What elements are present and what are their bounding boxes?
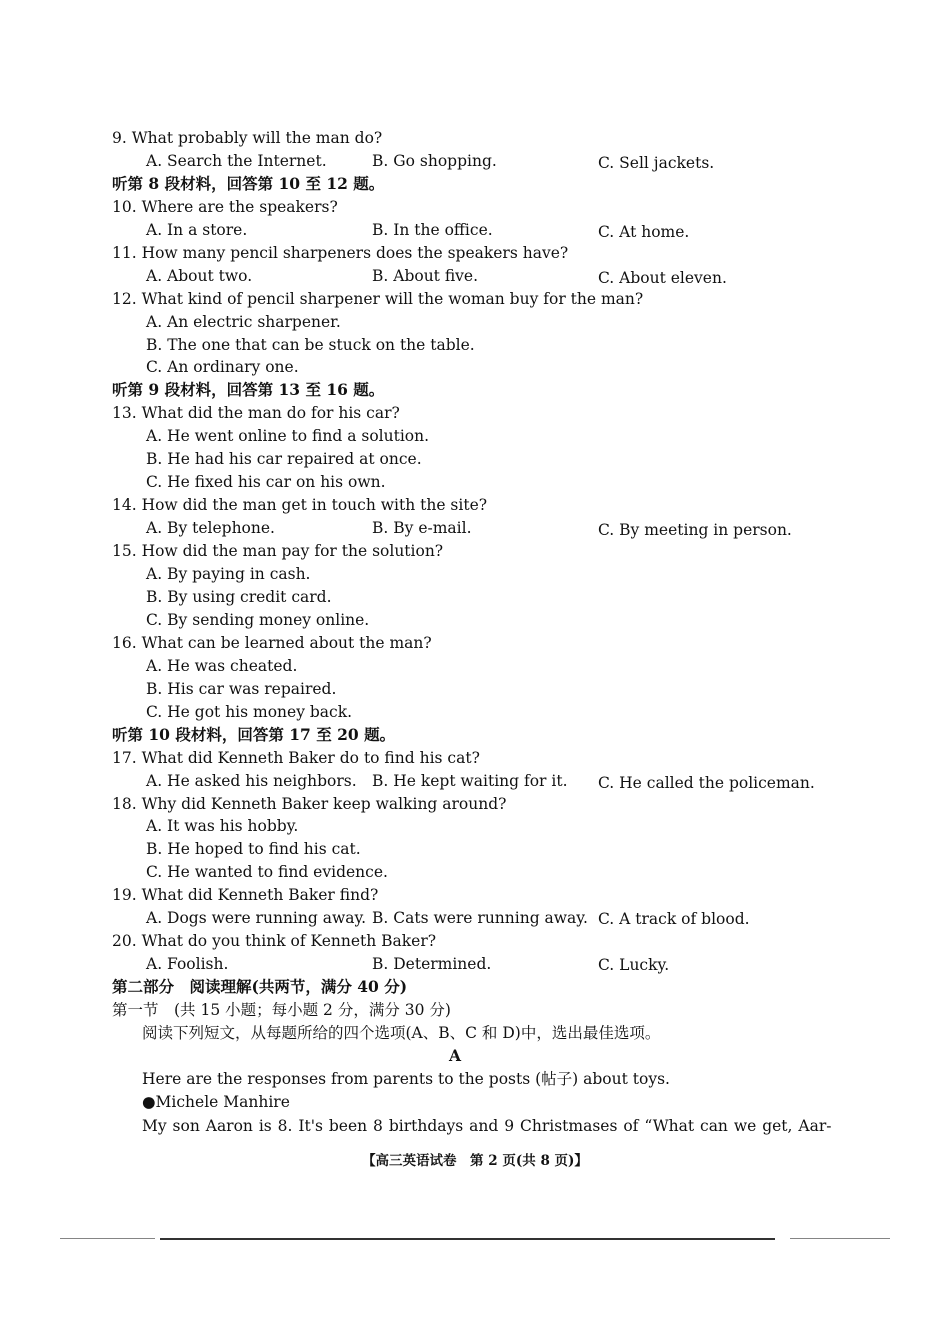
- question-19-stem: 19. What did Kenneth Baker find?: [112, 886, 379, 904]
- question-9-stem: 9. What probably will the man do?: [112, 129, 383, 147]
- bottom-rule-main: [160, 1238, 775, 1240]
- q10-option-c: C. At home.: [598, 223, 690, 241]
- q11-option-b: B. About five.: [372, 267, 479, 285]
- q10-option-a: A. In a store.: [146, 221, 248, 239]
- q12-option-a: A. An electric sharpener.: [146, 313, 341, 331]
- q15-option-c: C. By sending money online.: [146, 611, 370, 629]
- question-15-stem: 15. How did the man pay for the solution?: [112, 542, 444, 560]
- q19-option-c: C. A track of blood.: [598, 910, 750, 928]
- question-13-stem: 13. What did the man do for his car?: [112, 404, 400, 422]
- q9-option-a: A. Search the Internet.: [146, 152, 327, 170]
- q10-option-b: B. In the office.: [372, 221, 493, 239]
- q19-option-a: A. Dogs were running away.: [146, 909, 367, 927]
- q18-option-c: C. He wanted to find evidence.: [146, 863, 388, 881]
- q15-option-b: B. By using credit card.: [146, 588, 332, 606]
- q12-option-b: B. The one that can be stuck on the table.: [146, 336, 475, 354]
- q9-option-b: B. Go shopping.: [372, 152, 497, 170]
- page-footer: 【高三英语试卷 第 2 页(共 8 页)】: [362, 1153, 588, 1169]
- q17-option-c: C. He called the policeman.: [598, 774, 815, 792]
- passage-author: ●Michele Manhire: [142, 1093, 290, 1111]
- q13-option-a: A. He went online to find a solution.: [146, 427, 430, 445]
- q20-option-a: A. Foolish.: [146, 955, 229, 973]
- question-14-stem: 14. How did the man get in touch with the site?: [112, 496, 488, 514]
- q15-option-a: A. By paying in cash.: [146, 565, 311, 583]
- section-9-header: 听第 9 段材料，回答第 13 至 16 题。: [112, 380, 385, 399]
- part-2-section-1: 第一节 (共 15 小题；每小题 2 分，满分 30 分): [112, 1001, 451, 1019]
- q17-option-b: B. He kept waiting for it.: [372, 772, 568, 790]
- passage-label: A: [448, 1046, 462, 1065]
- q16-option-c: C. He got his money back.: [146, 703, 353, 721]
- question-11-stem: 11. How many pencil sharpeners does the speakers have?: [112, 244, 569, 262]
- bottom-rule-left: [60, 1238, 155, 1239]
- part-2-title: 第二部分 阅读理解(共两节，满分 40 分): [112, 977, 408, 996]
- q11-option-c: C. About eleven.: [598, 269, 727, 287]
- passage-text: My son Aaron is 8. It's been 8 birthdays and 9 Christmases of “What can we get, Aar-: [142, 1117, 832, 1135]
- reading-instruction: 阅读下列短文，从每题所给的四个选项(A、B、C 和 D)中，选出最佳选项。: [142, 1024, 661, 1042]
- q17-option-a: A. He asked his neighbors.: [146, 772, 357, 790]
- q14-option-b: B. By e-mail.: [372, 519, 472, 537]
- question-17-stem: 17. What did Kenneth Baker do to find his cat?: [112, 749, 480, 767]
- q12-option-c: C. An ordinary one.: [146, 358, 299, 376]
- question-10-stem: 10. Where are the speakers?: [112, 198, 338, 216]
- q13-option-b: B. He had his car repaired at once.: [146, 450, 422, 468]
- q16-option-b: B. His car was repaired.: [146, 680, 337, 698]
- question-12-stem: 12. What kind of pencil sharpener will the woman buy for the man?: [112, 290, 644, 308]
- q19-option-b: B. Cats were running away.: [372, 909, 588, 927]
- q14-option-c: C. By meeting in person.: [598, 521, 792, 539]
- q20-option-b: B. Determined.: [372, 955, 492, 973]
- section-8-header: 听第 8 段材料，回答第 10 至 12 题。: [112, 174, 385, 193]
- q18-option-b: B. He hoped to find his cat.: [146, 840, 361, 858]
- section-10-header: 听第 10 段材料，回答第 17 至 20 题。: [112, 725, 396, 744]
- q18-option-a: A. It was his hobby.: [146, 817, 299, 835]
- passage-intro: Here are the responses from parents to the posts (帖子) about toys.: [142, 1070, 670, 1088]
- bottom-rule-right: [790, 1238, 890, 1239]
- q11-option-a: A. About two.: [146, 267, 253, 285]
- q13-option-c: C. He fixed his car on his own.: [146, 473, 386, 491]
- q16-option-a: A. He was cheated.: [146, 657, 298, 675]
- q9-option-c: C. Sell jackets.: [598, 154, 715, 172]
- q20-option-c: C. Lucky.: [598, 956, 670, 974]
- question-18-stem: 18. Why did Kenneth Baker keep walking around?: [112, 795, 507, 813]
- q14-option-a: A. By telephone.: [146, 519, 275, 537]
- question-16-stem: 16. What can be learned about the man?: [112, 634, 432, 652]
- question-20-stem: 20. What do you think of Kenneth Baker?: [112, 932, 437, 950]
